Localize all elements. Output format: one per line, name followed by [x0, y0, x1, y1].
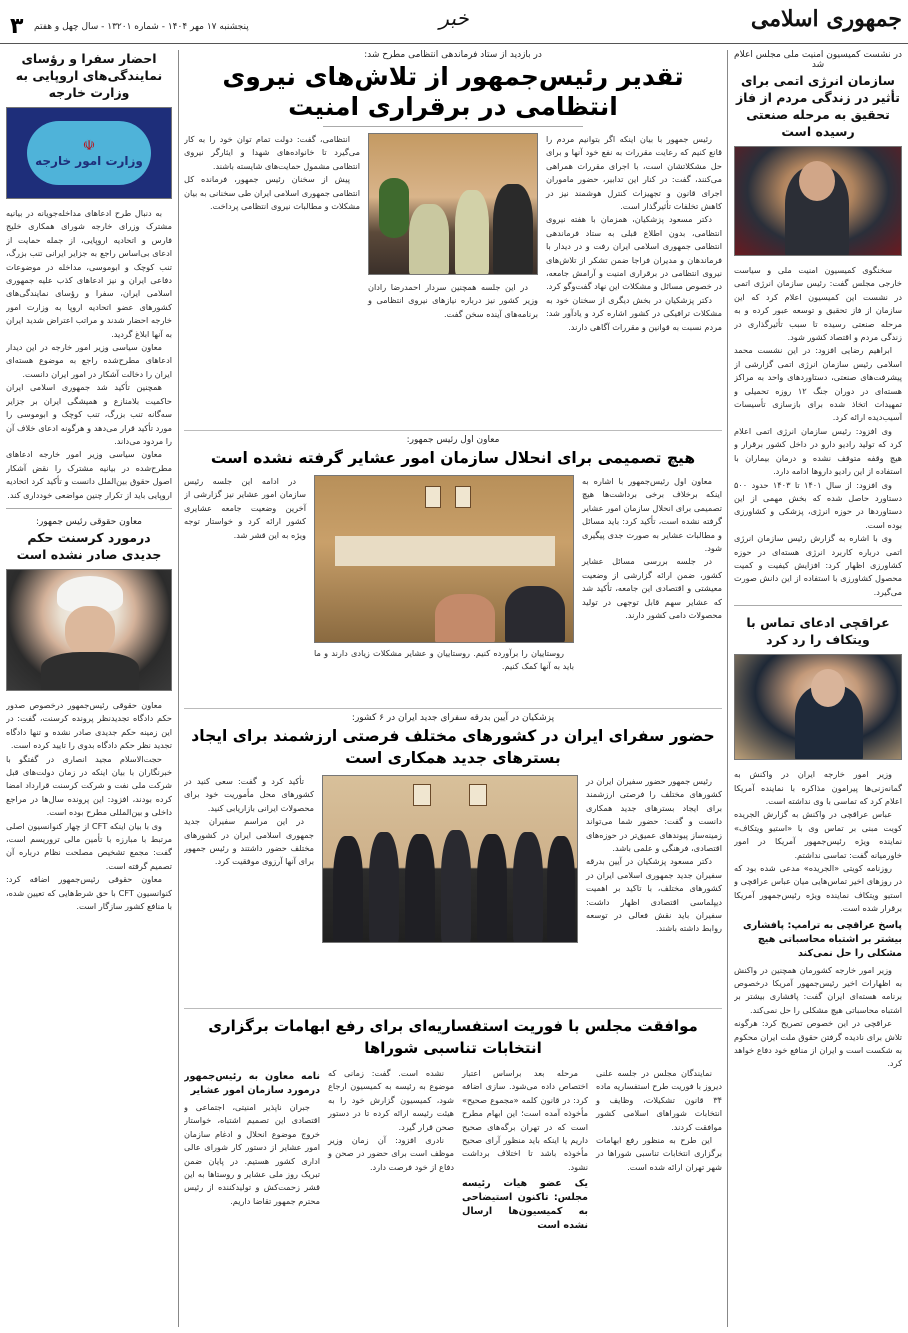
column-divider: [727, 50, 728, 1327]
article-paragraph: در این جلسه همچنین سردار احمدرضا رادان وزیر کشور نیز درباره نیازهای نیروی انتظامی و برنامه‌های آینده سخن گفت.: [368, 282, 538, 319]
article-kicker: معاون حقوقی رئیس جمهور:: [36, 516, 142, 527]
separator: [734, 605, 902, 606]
ambassadors-group-photo[interactable]: [322, 775, 578, 943]
article-paragraph: جبران ناپذیر امنیتی، اجتماعی و اقتصادی این تصمیم اشتباه، خواستار خروج موضوع انحلال و ادغام سازمان امور عشایر از دستور کار شورای عالی اداری کشور هستیم. در پایان ضمن تبریک روز ملی عشایر و روستاها به این قشر زحمت‌کش و تولیدکننده از رئیس محترم جمهور تقاضا داریم.: [184, 1102, 320, 1206]
article-headline[interactable]: احضار سفرا و رؤسای نمایندگی‌های اروپایی به وزارت خارجه: [15, 51, 163, 100]
page-number: ۳: [10, 14, 24, 39]
article-paragraph: وی با بیان اینکه CFT از چهار کنوانسیون اصلی مرتبط با مبارزه با تأمین مالی تروریسم است، گفت: مجمع تشخیص مصلحت نظام درباره آن تصمیم گرفته است.: [6, 820, 172, 871]
article-paragraph: معاون اول رئیس‌جمهور با اشاره به اینکه برخلاف برخی برداشت‌ها هیچ تصمیمی برای انحلال سازمان امور عشایر گرفته نشده است، تأکید کرد: باید مسائل و مطالبات عشایر به صورت جدی پیگیری شود.: [582, 476, 722, 554]
article-headline[interactable]: درمورد کرسنت حکم جدیدی صادر نشده است: [16, 529, 162, 562]
newspaper-logo[interactable]: جمهوری اسلامی: [750, 6, 902, 32]
article-paragraph: نادری افزود: آن زمان وزیر موظف است برای حضور در صحن و دفاع از خود فرصت دارد.: [328, 1135, 454, 1172]
article-paragraph: در ادامه این جلسه رئیس سازمان امور عشایر نیز گزارشی از آخرین وضعیت جامعه عشایری کشور ارائه کرد و خواستار توجه ویژه به این قشر شد.: [184, 476, 306, 540]
robe-shape: [41, 652, 139, 691]
article-nomads-org: [184, 430, 722, 708]
article-paragraph: انتظامی، گفت: دولت تمام توان خود را به کار می‌گیرد تا خانواده‌های شهدا و ایثارگر نیروی انتظامی مشمول حمایت‌های شایسته باشند.: [184, 134, 360, 171]
person-figure: [547, 836, 575, 943]
meeting-photo[interactable]: [368, 133, 538, 275]
person-figure: [513, 832, 543, 943]
article-paragraph: روزنامه کویتی «الجریده» مدعی شده بود که در روزهای اخیر تماس‌هایی میان عباس عراقچی و استیو ویتکاف نماینده ویژه رئیس‌جمهور آمریکا برقرار شده است.: [734, 863, 902, 914]
article-paragraph: نمایندگان مجلس در جلسه علنی دیروز با فوریت طرح استفساریه ماده ۳۴ قانون تشکیلات، وظایف و انتخابات شوراهای اسلامی کشور موافقت کردند.: [596, 1068, 722, 1132]
person-figure: [441, 830, 471, 943]
article-paragraph: معاون سیاسی وزیر امور خارجه ادعاهای مطرح‌شده در بیانیه مشترک را نقض آشکار اصول حقوق بین‌الملل دانست و تأکید کرد اتحادیه اروپایی باید از تکرار چنین مواضعی خودداری کند.: [6, 449, 172, 500]
conference-table: [335, 536, 555, 566]
article-paragraph: سخنگوی کمیسیون امنیت ملی و سیاست خارجی مجلس گفت: رئیس سازمان انرژی اتمی در نشست این کمیسیون اعلام کرد که این سازمان از فاز تحقیق و توسعه عبور کرده و به مرحله صنعتی رسیده تا سبب تأثیرگذاری در زندگی مردم و اقتصاد کشور شود.: [734, 265, 902, 343]
article-paragraph: وی افزود: رئیس سازمان انرژی اتمی اعلام کرد که تولید رادیو دارو در داخل کشور برقرار و هیچ وقفه متوقف نشده و درمان بیماران با استفاده از این رادیو داروها ادامه دارد.: [734, 425, 902, 477]
article-paragraph: این طرح به منظور رفع ابهامات برگزاری انتخابات تناسبی شوراها در شهر تهران ارائه شده است.: [596, 1135, 722, 1172]
article-council-elections: [184, 1008, 722, 1236]
article-subhead: نامه معاون به رئیس‌جمهور درمورد سازمان امور عشایر: [184, 1071, 320, 1096]
section-title: خبر: [439, 6, 469, 30]
emblem-medallion: [27, 121, 152, 186]
portrait-frame: [425, 486, 441, 508]
conference-photo[interactable]: [314, 475, 574, 643]
article-paragraph: ابراهیم رضایی افزود: در این نشست محمد اسلامی رئیس سازمان انرژی اتمی گزارشی از پیشرفت‌های صنعتی، دستاوردهای واحد به مراکز هسته‌ای در دوران جنگ ۱۲ روزه تحمیلی و تمهیدات اتخاذ شده برای بازسازی تأسیسات آسیب‌دیده ارائه کرد.: [734, 345, 902, 423]
person-face: [65, 606, 115, 656]
separator: [323, 126, 583, 127]
person-face: [811, 669, 845, 707]
right-column: [734, 50, 902, 1329]
article-paragraph: معاون حقوقی رئیس‌جمهور درخصوص صدور حکم دادگاه تجدیدنظر پرونده کرسنت، گفت: در این زمینه حکم جدیدی صادر نشده و تنها دادگاه تجدید نظر حکم دادگاه بدوی را تایید کرده است.: [6, 699, 172, 751]
portrait-frame: [455, 486, 471, 508]
article-paragraph: رئیس جمهور حضور سفیران ایران در کشورهای مختلف را فرصتی ارزشمند برای ایجاد بسترهای جدید همکاری دانست و گفت: حضور شما می‌تواند زمینه‌ساز پیوندهای عمیق‌تر در حوزه‌های اقتصادی، فرهنگی و علمی باشد.: [586, 776, 722, 854]
portrait-frame: [469, 784, 487, 806]
article-crescent: [6, 517, 172, 914]
article-paragraph: رئیس جمهور با بیان اینکه اگر بتوانیم مردم را قانع کنیم که رعایت مقررات به نفع خود آنها و برای حل مشکلاتشان است، با اجرای مقررات همراهی می‌کنند، گفت: در کنار این تدابیر، حضور ماموران اجرای قانون و تجهیزات کنترل هوشمند نیز در کاهش تخلفات تأثیرگذار است.: [546, 134, 722, 212]
article-paragraph: نشده است. گفت: زمانی که موضوع به رئیسه به کمیسیون ارجاع شود، کمیسیون گزارش خود را به هیئت رئیسه ارائه کرده تا در دستور صحن قرار گیرد.: [328, 1068, 454, 1132]
article-subhead: یک عضو هیات رئیسه مجلس: تاکنون استیضاحی به کمیسیون‌ها ارسال نشده است: [462, 1178, 588, 1232]
article-paragraph: به دنبال طرح ادعاهای مداخله‌جویانه در بیانیه مشترک وزرای خارجه شورای همکاری خلیج فارس و اتحادیه اروپایی، از جمله حمایت از ادعای بی‌اساس راجع به جزایر ایرانی تنب بزرگ، تنب کوچک و ابوموسی، مداخله در موضوعات دفاعی ایران و نیز ادعاهای کذب علیه جمهوری اسلامی ایران، سفرا و رؤسای نمایندگی‌های کشورهای عضو اتحادیه اروپا به وزارت امور خارجه احضار شدند و مراتب اعتراض شدید ایران به آنها ابلاغ گردید.: [6, 208, 172, 339]
article-kicker: در نشست کمیسیون امنیت ملی مجلس اعلام شد: [734, 50, 902, 70]
attendee-figure: [435, 594, 495, 643]
article-paragraph: حجت‌الاسلام مجید انصاری در گفتگو با خبرنگاران با بیان اینکه در زمان دولت‌های قبل شرکت ملی نفت و شرکت کرسنت قرارداد امضا کرده بودند، افزود: این پرونده سال‌ها در مراجع داخلی و بین‌المللی مطرح بوده است.: [6, 753, 172, 818]
article-paragraph: وی با اشاره به گزارش رئیس سازمان انرژی اتمی درباره کاربرد انرژی هسته‌ای در حوزه کشاورزی اظهار کرد: افزایش کیفیت و کمیت محصول کشاورزی با استفاده از این دانش صورت می‌گیرد.: [734, 533, 902, 597]
column-divider: [178, 50, 179, 1327]
article-paragraph: در این مراسم سفیران جدید جمهوری اسلامی ایران در کشورهای مختلف حضور داشتند و رئیس جمهور برای آنها آرزوی موفقیت کرد.: [184, 816, 314, 867]
emblem-text: وزارت امور خارجه: [35, 154, 143, 168]
ministry-emblem[interactable]: [6, 107, 172, 199]
article-paragraph: دکتر پزشکیان در بخش دیگری از سخنان خود به مشکلات ترافیکی در کشور اشاره کرد و یادآور شد: مردم نسبت به قوانین و مقررات آگاهی دارند.: [546, 294, 722, 332]
article-paragraph: دکتر مسعود پزشکیان، همزمان با هفته نیروی انتظامی، بدون اطلاع قبلی به ستاد فرماندهی انتظامی جمهوری اسلامی ایران رفت و در دیدار با فرماندهان و مدیران فراجا ضمن تشکر از تلاش‌های نیروی انتظامی در برقراری امنیت و آرامش جامعه، در خصوص مسائل و مشکلات این نهاد گفت‌وگو کرد.: [546, 214, 722, 292]
portrait-photo[interactable]: [734, 654, 902, 760]
article-ambassadors: [184, 708, 722, 1008]
person-figure: [333, 836, 363, 943]
person-figure: [405, 834, 435, 943]
article-araghchi: [734, 614, 902, 1071]
article-paragraph: روستاییان را برآورده کنیم. روستاییان و عشایر مشکلات زیادی دارند و ما باید به آنها کمک کنیم.: [314, 648, 574, 672]
article-paragraph: در جلسه بررسی مسائل عشایر کشور، ضمن ارائه گزارشی از وضعیت معیشتی و اقتصادی این جامعه، تأکید شد که عشایر سهم قابل توجهی در تولید محصولات دامی کشور دارند.: [582, 556, 722, 621]
article-paragraph: وی افزود: از سال ۱۴۰۱ تا ۱۴۰۳ حدود ۵۰۰ دستاورد حاصل شده که بخش مهمی از این دستاوردها در حوزه انرژی، پزشکی و کشاورزی بوده است.: [734, 479, 902, 530]
person-figure: [369, 832, 399, 943]
plant-shape: [379, 178, 409, 238]
article-paragraph: عراقچی در این خصوص تصریح کرد: هرگونه تلاش برای نادیده گرفتن حقوق ملت ایران محکوم به شکست است و ایران از منافع خود دفاع خواهد کرد.: [734, 1018, 902, 1069]
left-column: [6, 50, 172, 1329]
article-atomic-energy: [734, 50, 902, 599]
issue-date-line: پنجشنبه ۱۷ مهر ۱۴۰۴ - شماره ۱۳۲۰۱ - سال چهل و هفتم: [34, 22, 249, 32]
person-figure: [477, 834, 507, 943]
person-face: [799, 161, 835, 201]
article-kicker: معاون اول رئیس جمهور:: [406, 435, 500, 445]
officer-figure: [409, 204, 449, 275]
article-paragraph: وزیر امور خارجه ایران در واکنش به گمانه‌زنی‌ها پیرامون مذاکره با نماینده آمریکا اعلام کرد که تماسی با وی نداشته است.: [734, 769, 902, 806]
article-paragraph: دکتر مسعود پزشکیان در آیین بدرقه سفیران جدید جمهوری اسلامی ایران در کشورهای مختلف، با تاکید بر اهمیت دیپلماسی اقتصادی اظهار داشت: سفیران باید نقش فعالی در توسعه روابط داشته باشند.: [586, 856, 722, 934]
article-headline[interactable]: حضور سفرای ایران در کشورهای مختلف فرصتی ارزشمند برای ایجاد بسترهای جدید همکاری است: [191, 727, 715, 767]
article-paragraph: تأکید کرد و گفت: سعی کنید در کشورهای محل مأموریت خود برای محصولات ایرانی بازاریابی کنید.: [184, 776, 314, 813]
cleric-portrait[interactable]: [6, 569, 172, 691]
article-paragraph: همچنین تأکید شد جمهوری اسلامی ایران حاکمیت بلامنازع و همیشگی ایران بر جزایر سه‌گانه تنب بزرگ، تنب کوچک و ابوموسی را مورد تأکید قرار می‌دهد و هرگونه ادعای خلاف آن را مردود می‌داند.: [6, 382, 172, 446]
article-eu-envoys-summoned: [6, 50, 172, 502]
article-paragraph: پیش از سخنان رئیس جمهور، فرمانده کل انتظامی جمهوری اسلامی ایران طی سخنانی به بیان مشکلات و مطالبات نیروی انتظامی پرداخت.: [184, 174, 360, 212]
article-subhead: پاسخ عراقچی به ترامپ: پافشاری بیشتر بر اشتباه محاسباتی هیچ مشکلی را حل نمی‌کند: [742, 919, 902, 959]
article-paragraph: معاون سیاسی وزیر امور خارجه در این دیدار ادعاهای مطرح‌شده راجع به موضوع هسته‌ای ایران را دخالت آشکار در امور ایران دانست.: [6, 342, 172, 379]
portrait-frame: [413, 784, 431, 806]
article-paragraph: وزیر امور خارجه کشورمان همچنین در واکنش به اظهارات اخیر رئیس‌جمهور آمریکا درخصوص برنامه هسته‌ای ایران گفت: پافشاری بیشتر بر اشتباه محاسباتی هیچ مشکلی را حل نمی‌کند.: [734, 964, 902, 1015]
chair-shape: [493, 184, 533, 275]
separator: [6, 508, 172, 509]
iran-emblem-icon: ☫: [82, 138, 96, 154]
main-headline[interactable]: تقدیر رئیس‌جمهور از تلاش‌های نیروی انتظامی در برقراری امنیت: [222, 62, 684, 121]
article-paragraph: عباس عراقچی در واکنش به گزارش الجریده کویت مبنی بر تماس وی با «استیو ویتکاف» نماینده ویژه رئیس‌جمهور آمریکا در امور خاورمیانه گفت: تماسی نداشتم.: [734, 809, 902, 860]
portrait-photo[interactable]: [734, 146, 902, 256]
article-headline[interactable]: هیچ تصمیمی برای انحلال سازمان امور عشایر گرفته نشده است: [210, 449, 696, 467]
article-headline[interactable]: سازمان انرژی اتمی برای تأثیر در زندگی مردم از فاز تحقیق به مرحله صنعتی رسیده است: [735, 73, 900, 139]
article-kicker: پزشکیان در آیین بدرقه سفرای جدید ایران در ۶ کشور:: [351, 713, 555, 723]
article-kicker: در بازدید از ستاد فرماندهی انتظامی مطرح شد:: [364, 50, 542, 60]
officer-figure: [455, 190, 489, 275]
article-paragraph: مرحله بعد براساس اعتبار اختصاص داده می‌شود. سازی اضافه کرد: در قانون کلمه «مجموع صحیح» مأخوذه آمده است؛ این ابهام مطرح است که در تهران برگه‌های صحیح داریم یا اینکه باید منظور آرای صحیح مأخوذه باشد تا اختلاف برداشت نشود.: [462, 1068, 588, 1172]
article-president-police: [184, 50, 722, 430]
article-paragraph: معاون حقوقی رئیس‌جمهور اضافه کرد: کنوانسیون CFT با حق شرط‌هایی که تعیین شده، با منافع کشور سازگار است.: [6, 874, 172, 912]
attendee-figure: [505, 586, 565, 643]
masthead: [0, 0, 908, 44]
center-column: [184, 50, 722, 1329]
article-headline[interactable]: عراقچی ادعای تماس با ویتکاف را رد کرد: [746, 615, 890, 648]
article-headline[interactable]: موافقت مجلس با فوریت استفساریه‌ای برای رفع ابهامات برگزاری انتخابات تناسبی شوراها: [208, 1017, 698, 1057]
